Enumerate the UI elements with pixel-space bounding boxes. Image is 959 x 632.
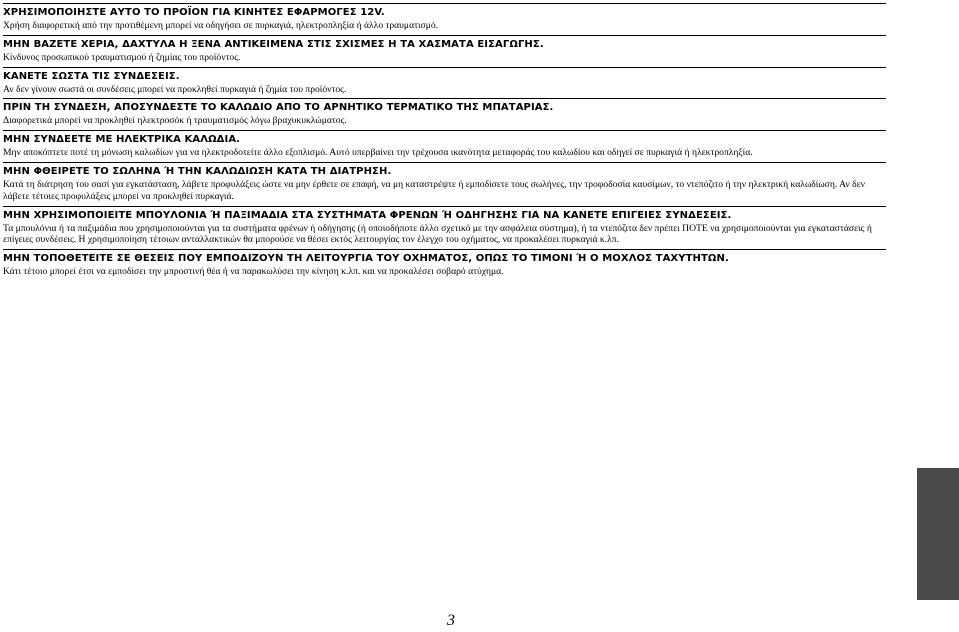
warning-text: Κατά τη διάτρηση του σασί για εγκατάσταση, λάβετε προφυλάξεις ώστε να μην έρθετε σε επαφή, να μη καταστρέψτε ή εμποδίσετε τους σωλήνες, την τροφοδοσία καυσίμων, το ντεπόζιτο ή την ηλεκτρική καλωδίωση. Αν δεν λάβετε τέτοιες προφυλάξεις μπορεί να προκληθεί πυρκαγιά. <box>3 178 865 202</box>
warning-heading: ΠΡΙΝ ΤΗ ΣΥΝΔΕΣΗ, ΑΠΟΣΥΝΔΕΣΤΕ ΤΟ ΚΑΛΩΔΙΟ ΑΠΟ ΤΟ ΑΡΝΗΤΙΚΟ ΤΕΡΜΑΤΙΚΟ ΤΗΣ ΜΠΑΤΑΡΙΑΣ. <box>3 102 554 114</box>
warning-text: Τα μπουλόνια ή τα παξιμάδια που χρησιμοποιούνται για τα συστήματα φρένων ή οδήγησης (ή οποιοδήποτε άλλο σχετικό με την ασφάλεια σύστημα), ή τα ντεπόζιτα δεν πρέπει ΠΟΤΕ να χρησιμοποιούνται για εγκαταστάσεις ή επίγειες συνδέσεις. Η χρησιμοποίηση τέτοιων ανταλλακτικών θα μπορούσε να θέσει εκτός λειτουργίας τον έλεγχο του οχήματος, να προκαλέσει πυρκαγιά κ.λπ. <box>3 222 872 246</box>
warning-text: Κίνδυνος προσωπικού τραυματισμού ή ζημίας του προϊόντος. <box>3 51 241 63</box>
warning-heading: ΜΗΝ ΒΑΖΕΤΕ ΧΕΡΙΑ, ΔΑΧΤΥΛΑ Η ΞΕΝΑ ΑΝΤΙΚΕΙΜΕΝΑ ΣΤΙΣ ΣΧΙΣΜΕΣ Η ΤΑ ΧΑΣΜΑΤΑ ΕΙΣΑΓΩΓΗΣ. <box>3 38 544 50</box>
warning-text: Κάτι τέτοιο μπορεί έτσι να εμποδίσει την μπροστινή θέα ή να παρακωλύσει την κίνηση κ.λπ. και να προκαλέσει σοβαρό ατύχημα. <box>3 266 504 278</box>
page-number: 3 <box>447 612 455 629</box>
warning-text: Μην αποκόπτετε ποτέ τη μόνωση καλωδίων για να ηλεκτροδοτείτε άλλο εξοπλισμό. Αυτό υπερβαίνει την τρέχουσα ικανότητα μεταφοράς του καλωδίου και οδηγεί σε πυρκαγιά ή ηλεκτροπληξία. <box>3 147 753 159</box>
warning-section <box>3 35 886 64</box>
warning-section <box>3 249 886 278</box>
warning-heading: ΜΗΝ ΤΟΠΟΘΕΤΕΙΤΕ ΣΕ ΘΕΣΕΙΣ ΠΟΥ ΕΜΠΟΔΙΖΟΥΝ ΤΗ ΛΕΙΤΟΥΡΓΙΑ ΤΟΥ ΟΧΗΜΑΤΟΣ, ΟΠΩΣ ΤΟ ΤΙΜΟΝΙ Ή Ο ΜΟΧΛΟΣ ΤΑΧΥΤΗΤΩΝ. <box>3 253 729 265</box>
safety-warnings <box>3 3 886 281</box>
warning-heading: ΜΗΝ ΣΥΝΔΕΕΤΕ ΜΕ ΗΛΕΚΤΡΙΚΑ ΚΑΛΩΔΙΑ. <box>3 134 241 146</box>
warning-section <box>3 67 886 96</box>
warning-section <box>3 3 886 32</box>
warning-heading: ΚΑΝΕΤΕ ΣΩΣΤΑ ΤΙΣ ΣΥΝΔΕΣΕΙΣ. <box>3 70 180 82</box>
warning-text: Διαφορετικά μπορεί να προκληθεί ηλεκτροσόκ ή τραυματισμός λόγω βραχυκυκλώματος. <box>3 115 347 127</box>
warning-text: Χρήση διαφορετική από την προτιθέμενη μπορεί να οδηγήσει σε πυρκαγιά, ηλεκτροπληξία ή άλλο τραυματισμό. <box>3 20 439 31</box>
warning-section <box>3 130 886 159</box>
warning-heading: ΜΗΝ ΦΘΕΙΡΕΤΕ ΤΟ ΣΩΛΗΝΑ Ή ΤΗΝ ΚΑΛΩΔΙΩΣΗ ΚΑΤΑ ΤΗ ΔΙΑΤΡΗΣΗ. <box>3 165 392 177</box>
warning-heading: ΜΗΝ ΧΡΗΣΙΜΟΠΟΙΕΙΤΕ ΜΠΟΥΛΟΝΙΑ Ή ΠΑΞΙΜΑΔΙΑ ΣΤΑ ΣΥΣΤΗΜΑΤΑ ΦΡΕΝΩΝ Ή ΟΔΗΓΗΣΗΣ ΓΙΑ ΝΑ ΚΑΝΕΤΕ ΕΠΙΓΕΙΕΣ ΣΥΝΔΕΣΕΙΣ. <box>3 209 732 221</box>
warning-section <box>3 162 886 203</box>
warning-section <box>3 98 886 127</box>
warning-text: Αν δεν γίνουν σωστά οι συνδέσεις μπορεί να προκληθεί πυρκαγιά ή ζημία του προϊόντος. <box>3 83 347 95</box>
warning-section <box>3 206 886 247</box>
warning-heading: ΧΡΗΣΙΜΟΠΟΙΗΣΤΕ ΑΥΤΟ ΤΟ ΠΡΟΪΟΝ ΓΙΑ ΚΙΝΗΤΕΣ ΕΦΑΡΜΟΓΕΣ 12V. <box>3 7 385 18</box>
language-side-tab <box>917 468 959 600</box>
